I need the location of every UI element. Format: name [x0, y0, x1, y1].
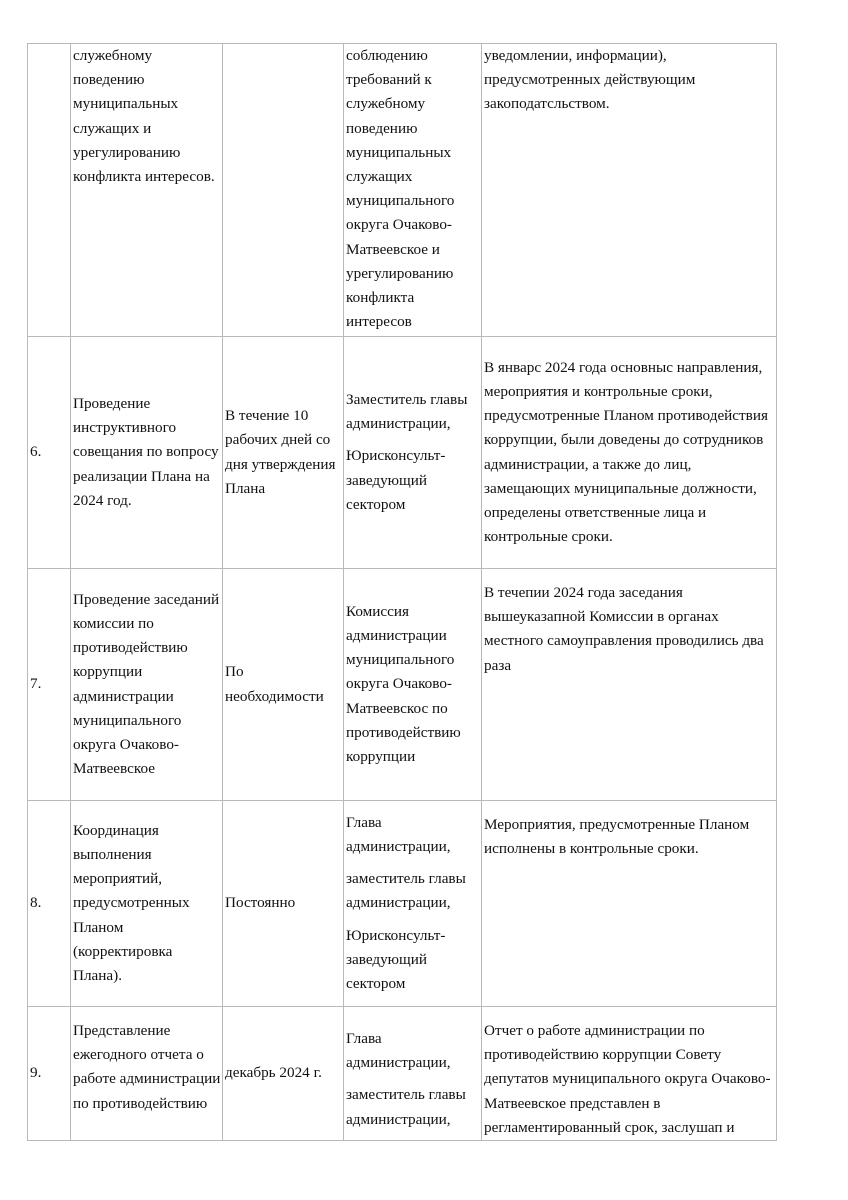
result-cell: уведомлении, информации), предусмотренных действующим закоподатсльством.: [482, 44, 777, 337]
table-row: [28, 337, 777, 569]
activity-cell: служебному поведению муниципальных служащих и урегулированию конфликта интересов.: [71, 44, 223, 337]
table-row: [28, 569, 777, 801]
responsible-cell: [344, 1007, 482, 1141]
activity-text: Представление ежегодного отчета о работе администрации по противодействию: [73, 1022, 221, 1112]
responsible-line: Глава администрации,: [346, 1030, 451, 1072]
responsible-line: Заместитель главы администрации,: [346, 390, 468, 433]
responsible-line: заместитель главы администрации,: [346, 870, 466, 912]
row-number-cell: [28, 44, 71, 337]
deadline-cell: Постоянно: [223, 801, 344, 1007]
table-row: [28, 1007, 777, 1141]
activity-cell: Проведение инструктивного совещания по вопросу реализации Плана на 2024 год.: [71, 337, 223, 569]
row-number-cell: 7.: [28, 569, 71, 801]
activity-cell: Проведение заседаний комиссии по противодействию коррупции администрации муниципального округа Очаково-Матвеевское: [71, 569, 223, 801]
responsible-line: Юрисконсульт-заведующий сектором: [346, 447, 446, 513]
row-number-cell: 8.: [28, 801, 71, 1007]
table-row: [28, 44, 777, 337]
result-cell: [482, 1007, 777, 1141]
responsible-line: Глава администрации,: [346, 813, 451, 855]
responsible-cell: [344, 337, 482, 569]
responsible-line: заместитель главы администрации,: [346, 1086, 466, 1128]
row-number-cell: 6.: [28, 337, 71, 569]
result-text: Отчет о работе администрации по противодействию коррупции Совету депутатов муниципального округа Очаково-Матвеевское представлен в регламентированный срок, заслушап и: [484, 1022, 771, 1136]
deadline-cell: [223, 44, 344, 337]
responsible-line: Комиссия администрации муниципального округа Очаково-Матвеевскос по противодействию коррупции: [346, 602, 461, 765]
deadline-cell: По необходимости: [223, 569, 344, 801]
table-row: [28, 801, 777, 1007]
responsible-cell: [344, 801, 482, 1007]
measures-table: [27, 43, 777, 1141]
result-cell: В течепии 2024 года заседания вышеуказапной Комиссии в органах местного самоуправления проводились два раза: [482, 569, 777, 801]
deadline-cell: декабрь 2024 г.: [223, 1007, 344, 1141]
activity-cell: Координация выполнения мероприятий, предусмотренных Планом (корректировка Плана).: [71, 801, 223, 1007]
responsible-line: Юрисконсульт-заведующий сектором: [346, 926, 446, 992]
responsible-cell: [344, 44, 482, 337]
responsible-cell: [344, 569, 482, 801]
result-cell: Мероприятия, предусмотренные Планом исполнены в контрольные сроки.: [482, 801, 777, 1007]
deadline-cell: В течение 10 рабочих дней со дня утверждения Плана: [223, 337, 344, 569]
responsible-line: соблюдению требований к служебному поведению муниципальных служащих муниципального округа Очаково-Матвеевское и урегулированию конфликта интересов: [346, 47, 455, 331]
activity-cell: [71, 1007, 223, 1141]
row-number-cell: 9.: [28, 1007, 71, 1141]
result-cell: В январс 2024 года основныс направления, мероприятия и контрольные сроки, предусмотренные Планом противодействия коррупции, были доведены до сотрудников администрации, а также до лиц, замещающих муниципальные должности, определены ответственные лица и контрольные сроки.: [482, 337, 777, 569]
